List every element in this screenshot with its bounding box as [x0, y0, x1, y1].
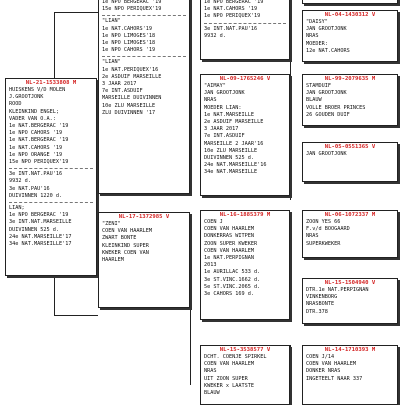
- subject-pigeon-card[interactable]: [5, 78, 97, 276]
- sire-sire-details: [201, 0, 289, 21]
- subject-details-3: [6, 205, 96, 248]
- detail-line: "AIMAY": [204, 83, 226, 89]
- detail-line: DCHT. COENJE SPIRKEL: [204, 354, 267, 360]
- detail-line: HAARLEM: [102, 257, 124, 264]
- detail-line: ZOON YES 66: [306, 219, 341, 225]
- detail-line: 2e ASDUIF MARSEILLE: [204, 119, 264, 126]
- detail-line: 7e INT.ASDUIF: [102, 88, 143, 95]
- detail-line: COEN VAN HAARLEM: [204, 226, 254, 233]
- detail-line: NRAS: [204, 97, 217, 104]
- detail-line: 3e INT.NAT.PAU'16: [9, 171, 63, 178]
- detail-line: COEN J: [204, 219, 223, 225]
- detail-line: NRAS: [204, 368, 217, 375]
- sire-dam-details: [201, 83, 289, 177]
- detail-line: "ZENI": [102, 221, 121, 227]
- detail-line: JAN GROOTJONK: [306, 26, 347, 33]
- detail-line: 1e NPO CAHORS '19: [9, 130, 63, 137]
- subject-details-2: [6, 171, 96, 200]
- sire-card[interactable]: [98, 0, 190, 194]
- dam-card[interactable]: [98, 212, 190, 308]
- detail-line: UIT ZOON SUPER: [204, 375, 248, 382]
- ggp1-details: [303, 19, 397, 55]
- detail-line: 1e NAT.PERIQUEX'16: [102, 66, 159, 73]
- detail-line: 3e CAHORS 169 d.: [204, 291, 254, 298]
- ggp4-details: [303, 219, 397, 248]
- detail-line: 24e NAT.MARSEILLE'16: [204, 162, 267, 169]
- detail-line: 15e NPO PERIQUEX'19: [9, 159, 69, 166]
- detail-line: 1e NAT.CAHORS '19: [204, 6, 258, 13]
- detail-line: 1e NPO LIMOGES'18: [102, 40, 156, 47]
- dam-details: [99, 221, 189, 264]
- detail-line: DTR.378: [306, 308, 328, 315]
- great-grandparent-card-4[interactable]: [302, 210, 398, 258]
- detail-line: ZOON SUPER KWEKER: [204, 240, 258, 247]
- detail-line: COEN VAN HAARLEM: [204, 361, 254, 368]
- detail-line: 1e AURILLAC 533 d.: [204, 269, 261, 276]
- detail-line: 1e NAT.PERPIGNAN: [204, 255, 254, 262]
- ggp6-details: [303, 354, 397, 383]
- detail-line: 3 JAAR 2017: [204, 126, 239, 133]
- dam-dam-ring-number: NL-15-3538577 V: [219, 347, 271, 353]
- detail-line: 3e NAT.PAU'16: [9, 185, 50, 192]
- detail-line: BLAUW: [306, 97, 322, 104]
- detail-line: ZLU DUIVINNEN '17: [102, 109, 156, 116]
- ggp3-details: [303, 151, 397, 158]
- detail-line: DUIVINNEN 525 d.: [9, 226, 59, 233]
- detail-line: 3 JAAR 2017: [102, 81, 137, 88]
- detail-line: KWEKER x LAATSTE: [204, 382, 254, 389]
- detail-line: ZWART BONTE: [102, 235, 137, 242]
- divider: [102, 15, 186, 16]
- detail-line: KLEINKIND ENGEL;: [9, 108, 59, 115]
- detail-line: 2013: [204, 262, 217, 269]
- detail-line: DONKERRAS WITPEN: [204, 233, 254, 240]
- connector-col3-dam-upper: [290, 215, 291, 290]
- detail-line: 9932 d.: [204, 32, 226, 39]
- detail-line: 1e NAT.CAHORS'19: [102, 25, 152, 32]
- detail-line: COEN VAN HAARLEM: [102, 228, 152, 235]
- detail-line: MARSEILLE 2 JAAR'16: [204, 140, 264, 147]
- ggp5-details: [303, 287, 397, 316]
- divider: [102, 56, 186, 57]
- sire-sire-card[interactable]: [200, 0, 290, 60]
- connector-h-dam: [54, 315, 98, 316]
- sire-dam-ring-number: NL-09-1765246 V: [219, 76, 271, 82]
- detail-line: JAN GROOTJONK: [306, 151, 347, 157]
- sire-dam-card[interactable]: [200, 74, 290, 196]
- connector-sire-right: [190, 0, 191, 100]
- detail-line: HUISKENS V/D MOLEN: [9, 87, 66, 93]
- divider: [204, 23, 286, 24]
- detail-line: 3e INT.NAT.MARSEILLE: [9, 219, 72, 226]
- great-grandparent-card-3[interactable]: [302, 142, 398, 182]
- detail-line: 15e NPO PERIQUEX'19: [102, 6, 162, 13]
- detail-line: 1e NAT.CAHORS '19: [9, 144, 63, 151]
- detail-line: STAMDUIF: [306, 83, 331, 89]
- detail-line: DUIVINNEN 1220 d.: [9, 192, 63, 199]
- great-grandparent-card-6[interactable]: [302, 345, 398, 405]
- detail-line: MOEDER LIAN:: [204, 104, 242, 111]
- sire-details-3: [99, 59, 189, 117]
- detail-line: 24e NAT.MARSEILLE'17: [9, 233, 72, 240]
- subject-details: [6, 87, 96, 166]
- detail-line: 26 GOUDEN DUIF: [306, 111, 350, 118]
- detail-line: 34e NAT.MARSEILLE'17: [9, 241, 72, 248]
- detail-line: DONKER NRAS: [306, 368, 341, 375]
- detail-line: COEN J/14: [306, 354, 335, 360]
- detail-line: NRAS: [306, 33, 319, 40]
- detail-line: 1e NAT.MARSEILLE: [204, 111, 254, 118]
- detail-line: INGETEELT NAAR 337: [306, 375, 363, 382]
- detail-line: 1e NPO ORANGE '19: [9, 151, 63, 158]
- ggp2-details: [303, 83, 397, 119]
- connector-subject-sire: [54, 12, 55, 87]
- detail-line: 5e ST.VINC.2065 d.: [204, 283, 261, 290]
- subject-ring-number: NL-21-1533808 M: [25, 80, 77, 86]
- detail-line: "LIAN": [102, 59, 121, 66]
- divider: [9, 168, 93, 169]
- detail-line: 2e ASDUIF MARSEILLE: [102, 73, 162, 80]
- detail-line: DTR.1e NAT.PERPIGNAN: [306, 287, 369, 293]
- ggp2-ring-number: NL-99-2079635 M: [324, 76, 376, 82]
- detail-line: VINKENBORG: [306, 294, 338, 301]
- detail-line: J.GROOTJONK: [9, 94, 44, 101]
- detail-line: LIAN;: [9, 205, 25, 212]
- detail-line: 9932 d.: [9, 178, 31, 185]
- great-grandparent-card-5[interactable]: [302, 278, 398, 324]
- detail-line: JAN GROOTJONK: [204, 90, 245, 97]
- detail-line: KWEKER COEN VAN: [102, 249, 149, 256]
- detail-line: 1e NPO BERGERAC '19: [204, 0, 264, 5]
- connector-col3-dam-lower: [290, 345, 291, 400]
- great-grandparent-card-top[interactable]: [302, 0, 398, 4]
- dam-dam-card[interactable]: [200, 345, 290, 405]
- ggp3-ring-number: NL-05-0551365 V: [324, 144, 376, 150]
- detail-line: ROOD: [9, 101, 22, 108]
- detail-line: 3e ST.VINC.1662 d.: [204, 276, 261, 283]
- detail-line: F.v/d BOOGAARD: [306, 226, 350, 233]
- great-grandparent-card-1[interactable]: [302, 10, 398, 62]
- detail-line: 1e NAT.BERGERAC '19: [9, 123, 69, 130]
- connector-dam-right: [190, 215, 191, 385]
- detail-line: 3e INT.NAT.PAU'16: [204, 25, 258, 32]
- dam-sire-ring-number: NL-16-1885379 M: [219, 212, 271, 218]
- detail-line: 1e NPO BERGERAC '19: [102, 0, 162, 5]
- great-grandparent-card-2[interactable]: [302, 74, 398, 126]
- detail-line: COEN VAN HAARLEM: [306, 361, 356, 368]
- connector-h-sire: [54, 12, 98, 13]
- detail-line: 1e NAT.BERGERAC '19: [9, 137, 69, 144]
- sire-sire-details-2: [201, 26, 289, 40]
- connector-col3-lower: [290, 110, 291, 200]
- detail-line: SUPERKWEKER: [306, 240, 341, 247]
- ggp6-ring-number: NL-14-1710393 M: [324, 347, 376, 353]
- ggp4-ring-number: NL-06-1072337 M: [324, 212, 376, 218]
- dam-sire-details: [201, 219, 289, 298]
- detail-line: 10e ZLU MARSEILLE: [102, 102, 156, 109]
- detail-line: 1e NPO PERIQUEX'19: [204, 13, 261, 20]
- divider: [9, 202, 93, 203]
- connector-subject-dam: [54, 275, 55, 315]
- dam-sire-card[interactable]: [200, 210, 290, 320]
- detail-line: JAN GROOTJONK: [306, 90, 347, 97]
- detail-line: MARSEILLE DUIVINNEN: [102, 95, 162, 102]
- detail-line: 10e ZLU MARSEILLE: [204, 147, 258, 154]
- detail-line: MOEDER:: [306, 40, 328, 47]
- ggp1-ring-number: NL-04-1430312 V: [324, 12, 376, 18]
- sire-details-2: [99, 18, 189, 54]
- connector-col3-upper: [290, 0, 291, 100]
- detail-line: 34e NAT.MARSEILLE: [204, 169, 258, 176]
- detail-line: 7e INT.ASDUIF: [204, 133, 245, 140]
- detail-line: "DAISY": [306, 19, 328, 25]
- sire-details: [99, 0, 189, 13]
- dam-dam-details: [201, 354, 289, 397]
- ggp5-ring-number: NL-15-1504940 V: [324, 280, 376, 286]
- detail-line: NRASBONTE: [306, 301, 335, 308]
- detail-line: VADER VAN O.A.:: [9, 115, 56, 122]
- detail-line: BLAUW: [204, 390, 220, 397]
- detail-line: KLEINKIND SUPER: [102, 242, 149, 249]
- detail-line: 1e NPO BERGERAC '19: [9, 212, 69, 219]
- detail-line: 12e NAT.CAHORS: [306, 47, 350, 54]
- detail-line: 1e NPO LIMOGES'18: [102, 32, 156, 39]
- detail-line: COEN VAN HAARLEM: [204, 247, 254, 254]
- detail-line: VOLLE BROER PRINCES: [306, 104, 366, 111]
- detail-line: NRAS: [306, 233, 319, 240]
- dam-ring-number: NL-17-1372985 V: [118, 214, 170, 220]
- detail-line: "LIAN": [102, 18, 121, 25]
- detail-line: 1e NPO CAHORS '19: [102, 47, 156, 54]
- detail-line: DUIVINNEN 525 d.: [204, 155, 254, 162]
